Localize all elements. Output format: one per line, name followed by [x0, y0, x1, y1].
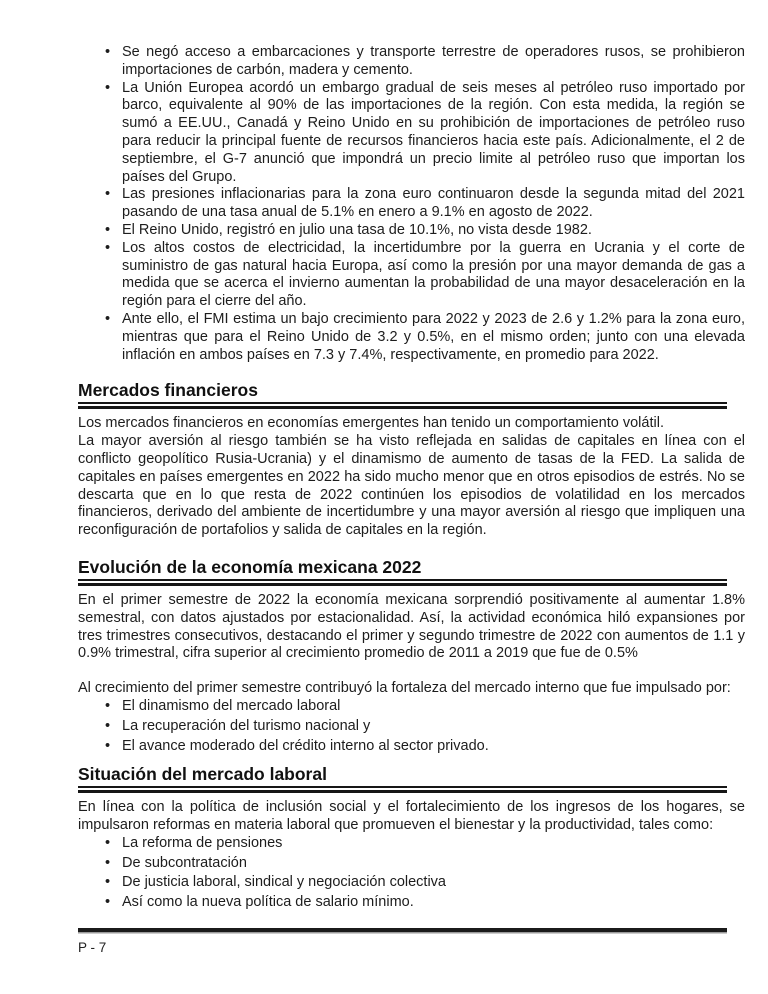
bullet-item: • De subcontratación: [78, 855, 745, 873]
footer-divider: [78, 928, 727, 932]
bullet-item: • Los altos costos de electricidad, la incertidumbre por la guerra en Ucrania y el corte de suministro de gas natural hacia Europa, así como la presión por una mayor demanda de gas a medida que se acerca el invierno aumentan la probabilidad de una mayor desaceleración en la región para el cierre del año.: [78, 240, 745, 311]
paragraph: La mayor aversión al riesgo también se ha visto reflejada en salidas de capitales en línea con el conflicto geopolítico Rusia-Ucrania) y el dinamismo de aumento de tasas de la FED. La salida de capitales en países emergentes en 2022 ha sido mucho menor que en otros episodios de estrés. No se descarta que en lo que resta de 2022 continúen los episodios de volatilidad en los mercados financieros, derivado del ambiente de incertidumbre y una mayor aversión al riesgo que impliquen una reconfiguración de portafolios y salida de capitales en la región.: [78, 433, 745, 539]
bullet-item: • El Reino Unido, registró en julio una tasa de 10.1%, no vista desde 1982.: [78, 222, 745, 240]
bullet-item: • De justicia laboral, sindical y negociación colectiva: [78, 874, 745, 892]
blank-line: [78, 663, 745, 680]
paragraph: En el primer semestre de 2022 la economía mexicana sorprendió positivamente al aumentar 1.8% semestral, con datos ajustados por estacionalidad. Así, la actividad económica hiló expansiones por tres trimestres consecutivos, destacando el primer y segundo trimestre de 2022 con aumentos de 1.1 y 0.9% trimestral, cifra superior al crecimiento promedio de 2011 a 2019 que fue de 0.5%: [78, 591, 745, 662]
intro-bullet-list: [78, 44, 745, 364]
page-footer: [78, 928, 745, 957]
laboral-bullet-list: [78, 835, 745, 912]
section-evolucion-economia: [78, 557, 745, 755]
section-title-evolucion: Evolución de la economía mexicana 2022: [78, 556, 422, 577]
section-mercados-financieros: [78, 380, 745, 540]
page-number: P - 7: [78, 940, 107, 955]
paragraph: En línea con la política de inclusión social y el fortalecimiento de los ingresos de los hogares, se impulsaron reformas en materia laboral que promueven el bienestar y la productividad, tales como:: [78, 799, 745, 834]
bullet-item: • Se negó acceso a embarcaciones y transporte terrestre de operadores rusos, se prohibieron importaciones de carbón, madera y cemento.: [78, 44, 745, 80]
bullet-item: • El avance moderado del crédito interno al sector privado.: [78, 738, 745, 756]
paragraph-line: Los mercados financieros en economías emergentes han tenido un comportamiento volátil.: [78, 415, 664, 432]
section-divider: [78, 786, 727, 793]
bullet-item: • Las presiones inflacionarias para la zona euro continuaron desde la segunda mitad del 2021 pasando de una tasa anual de 5.1% en enero a 9.1% en agosto de 2022.: [78, 186, 745, 222]
evolucion-bullet-list: [78, 698, 745, 755]
bullet-item: • El dinamismo del mercado laboral: [78, 698, 745, 716]
bullet-item: • La reforma de pensiones: [78, 835, 745, 853]
section-title-mercados: Mercados financieros: [78, 380, 258, 401]
section-title-laboral: Situación del mercado laboral: [78, 764, 327, 785]
bullet-item: • Ante ello, el FMI estima un bajo crecimiento para 2022 y 2023 de 2.6 y 1.2% para la zona euro, mientras que para el Reino Unido de 3.2 y 0.5%, en el mismo orden; junto con una elevada inflación en ambos países en 7.3 y 7.4%, respectivamente, en promedio para 2022.: [78, 311, 745, 364]
section-mercado-laboral: [78, 764, 745, 912]
section-divider: [78, 579, 727, 586]
bullet-item: • Así como la nueva política de salario mínimo.: [78, 894, 745, 912]
section-divider: [78, 402, 727, 409]
bullet-item: • La recuperación del turismo nacional y: [78, 718, 745, 736]
bullet-item: • La Unión Europea acordó un embargo gradual de seis meses al petróleo ruso importado por barco, equivalente al 90% de las importaciones de la región. Con esta medida, la región se sumó a EE.UU., Canadá y Reino Unido en su prohibición de importaciones de petróleo ruso para reducir la principal fuente de recursos financieros hacia este país. Adicionalmente, el 2 de septiembre, el G-7 anunció que impondrá un precio limite al petróleo ruso que importan los países del Grupo.: [78, 80, 745, 187]
paragraph: Al crecimiento del primer semestre contribuyó la fortaleza del mercado interno que fue impulsado por:: [78, 680, 731, 697]
